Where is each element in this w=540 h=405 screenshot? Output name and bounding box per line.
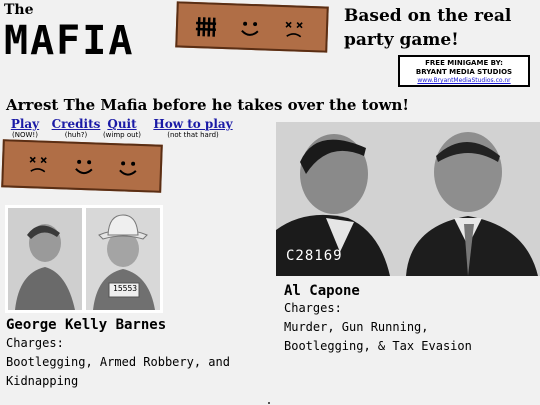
- game-title: MAFIA: [4, 18, 135, 64]
- capone-mugshot: [276, 122, 540, 276]
- tagline: Arrest The Mafia before he takes over the town!: [6, 96, 409, 114]
- menu-credits[interactable]: [50, 118, 102, 140]
- top-board: [175, 1, 329, 52]
- barnes-charges: [6, 334, 230, 391]
- based-on-text: Based on the real party game!: [344, 6, 512, 50]
- barnes-mugshot-number: 15553: [113, 284, 138, 293]
- play-link[interactable]: Play: [10, 117, 40, 131]
- menu-board: [1, 139, 163, 193]
- smiley-face-icon: [238, 18, 263, 41]
- menu-how-to-play[interactable]: [148, 118, 238, 140]
- smiley-face-icon: [116, 157, 141, 180]
- credits-sub: (huh?): [64, 131, 88, 139]
- quit-sub: (wimp out): [102, 131, 142, 139]
- dead-face-icon: [26, 154, 51, 177]
- capone-charges: [284, 299, 472, 356]
- how-to-play-link[interactable]: How to play: [153, 117, 233, 131]
- divider-dot: [268, 402, 270, 404]
- capone-mugshot-number: C28169: [286, 248, 343, 264]
- quit-link[interactable]: Quit: [107, 117, 137, 131]
- credits-link[interactable]: Credits: [51, 117, 101, 131]
- barnes-charges-line2: Kidnapping: [6, 374, 79, 388]
- capone-charges-label: Charges:: [284, 301, 342, 315]
- tally-marks-icon: [194, 14, 219, 39]
- barnes-charges-label: Charges:: [6, 336, 64, 350]
- title-the: The: [4, 2, 34, 18]
- promo-line1: FREE MINIGAME BY:: [425, 59, 503, 67]
- promo-box[interactable]: [398, 55, 530, 87]
- barnes-mugshot: [5, 205, 163, 313]
- menu-play[interactable]: [8, 118, 42, 140]
- how-to-play-sub: (not that hard): [167, 131, 219, 139]
- dead-face-icon: [282, 19, 307, 42]
- promo-link[interactable]: www.BryantMediaStudios.co.nr: [417, 77, 511, 84]
- capone-charges-line2: Bootlegging, & Tax Evasion: [284, 339, 472, 353]
- promo-line2: BRYANT MEDIA STUDIOS: [415, 68, 513, 76]
- barnes-charges-line1: Bootlegging, Armed Robbery, and: [6, 355, 230, 369]
- play-sub: (NOW!): [12, 131, 38, 139]
- smiley-face-icon: [72, 156, 97, 179]
- capone-charges-line1: Murder, Gun Running,: [284, 320, 429, 334]
- menu-quit[interactable]: [100, 118, 144, 140]
- capone-name: Al Capone: [284, 283, 360, 299]
- barnes-name: George Kelly Barnes: [6, 317, 167, 333]
